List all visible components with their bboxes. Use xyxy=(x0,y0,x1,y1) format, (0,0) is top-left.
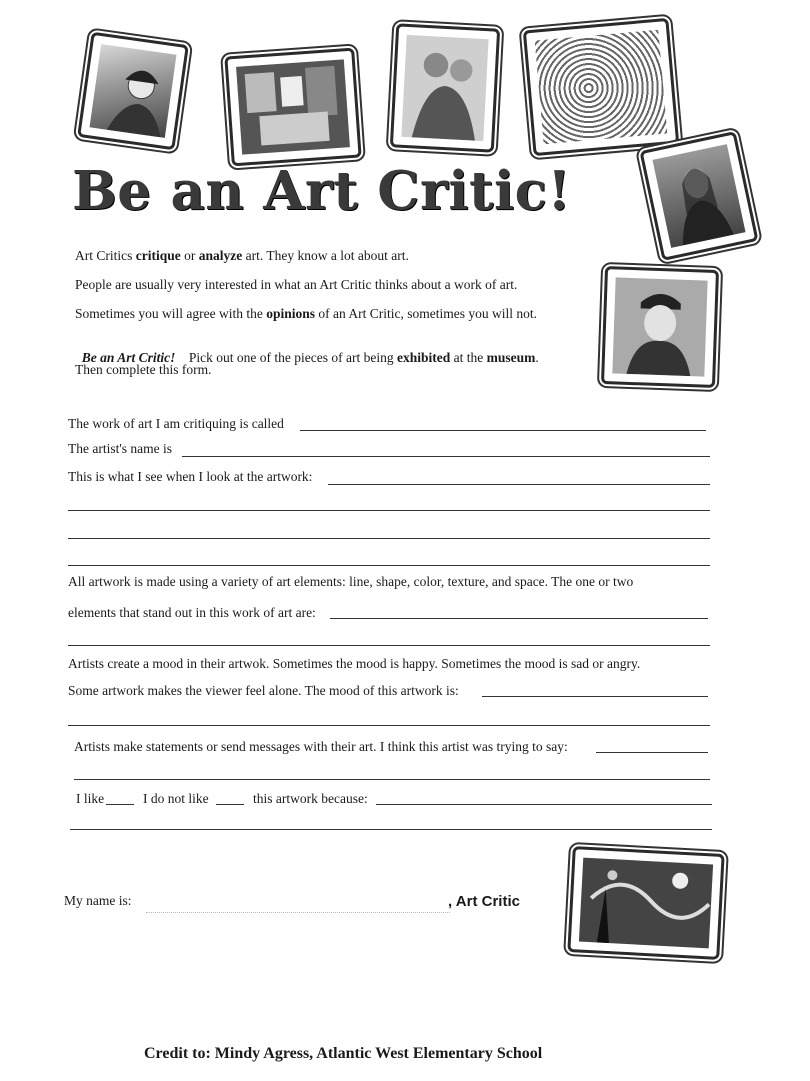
frida-portrait-icon xyxy=(77,32,189,151)
title-answer-line[interactable] xyxy=(300,430,706,431)
intro-text: of an Art Critic, sometimes you will not. xyxy=(315,306,537,321)
see-answer-line-1[interactable] xyxy=(328,484,710,485)
intro-line-3 xyxy=(75,306,537,322)
intro-bold: critique xyxy=(135,248,181,263)
elements-answer-line-2[interactable] xyxy=(68,645,710,646)
page-title: Be an Art Critic! xyxy=(72,160,572,222)
intro-line-1 xyxy=(75,248,409,264)
intro-bold-italic: Be an Art Critic! xyxy=(81,350,176,365)
van-gogh-portrait-icon xyxy=(601,266,719,388)
intro-bold: analyze xyxy=(198,248,243,263)
see-answer-line-2[interactable] xyxy=(68,510,710,511)
mood-answer-line-2[interactable] xyxy=(68,725,710,726)
intro-text: or xyxy=(180,248,199,263)
because-answer-line-1[interactable] xyxy=(376,804,712,805)
message-answer-line-2[interactable] xyxy=(74,779,710,780)
artist-answer-line[interactable] xyxy=(182,456,710,457)
dislike-label: I do not like xyxy=(143,791,209,806)
like-blank[interactable] xyxy=(106,804,134,805)
because-answer-line-2[interactable] xyxy=(70,829,712,830)
mood-answer-line-1[interactable] xyxy=(482,696,708,697)
credit-line: Credit to: Mindy Agress, Atlantic West Elementary School xyxy=(144,1045,543,1062)
name-label: My name is: xyxy=(64,893,132,908)
dislike-blank[interactable] xyxy=(216,804,244,805)
message-question: Artists make statements or send messages with their art. I think this artist was trying to say: xyxy=(74,739,568,754)
figures-painting-icon xyxy=(390,23,500,152)
starry-night-icon xyxy=(567,846,724,960)
intro-bold: opinions xyxy=(266,306,315,321)
intro-text: Art Critics xyxy=(75,248,136,263)
elements-answer-line-1[interactable] xyxy=(330,618,708,619)
intro-bold: exhibited xyxy=(396,350,451,365)
name-field[interactable] xyxy=(146,912,450,913)
elements-question-2: elements that stand out in this work of art are: xyxy=(68,605,316,620)
art-critic-suffix: , Art Critic xyxy=(448,893,520,910)
intro-line-5: Then complete this form. xyxy=(75,362,212,377)
because-label: this artwork because: xyxy=(253,791,368,806)
abstract-painting-icon xyxy=(523,18,679,156)
see-answer-line-4[interactable] xyxy=(68,565,710,566)
intro-bold: museum xyxy=(486,350,536,365)
cubist-painting-icon xyxy=(224,48,361,167)
see-question: This is what I see when I look at the artwork: xyxy=(68,469,313,484)
artist-question: The artist's name is xyxy=(68,441,173,456)
mona-lisa-icon xyxy=(639,131,758,261)
intro-text: Pick out one of the pieces of art being xyxy=(175,350,397,365)
message-answer-line-1[interactable] xyxy=(596,752,708,753)
like-label: I like xyxy=(76,791,105,806)
intro-text: Sometimes you will agree with the xyxy=(75,306,267,321)
mood-question-1: Artists create a mood in their artwok. Sometimes the mood is happy. Sometimes the mood is sad or angry. xyxy=(68,656,641,671)
intro-text: at the xyxy=(450,350,487,365)
elements-question-1: All artwork is made using a variety of art elements: line, shape, color, texture, and space. The one or two xyxy=(68,574,634,589)
intro-text: art. They know a lot about art. xyxy=(242,248,409,263)
mood-question-2: Some artwork makes the viewer feel alone. The mood of this artwork is: xyxy=(68,683,459,698)
title-question: The work of art I am critiquing is called xyxy=(68,416,284,431)
intro-line-2: People are usually very interested in what an Art Critic thinks about a work of art. xyxy=(75,277,518,292)
see-answer-line-3[interactable] xyxy=(68,538,710,539)
intro-text: . xyxy=(535,350,539,365)
